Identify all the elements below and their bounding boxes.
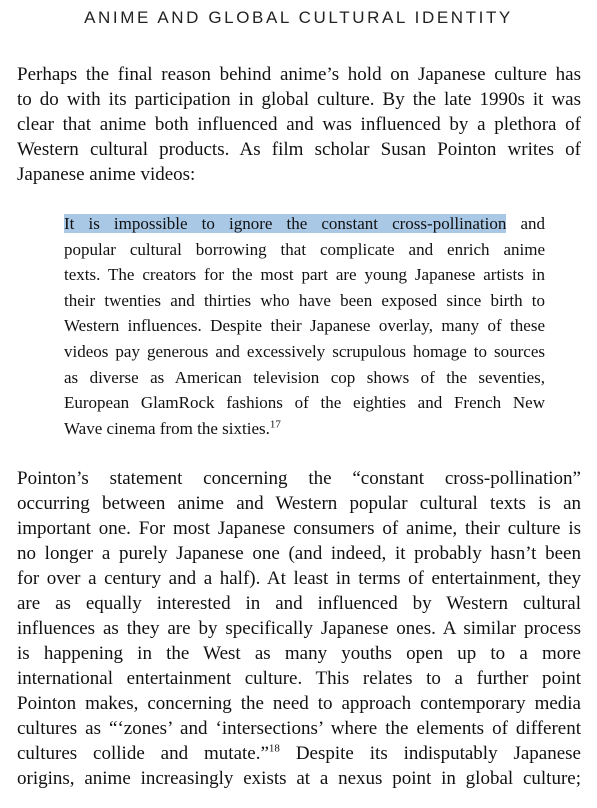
text-line: Japanese anime videos: <box>17 164 196 185</box>
text-line: is happening in the West as many youths open up to a more <box>17 643 581 664</box>
footnote-ref[interactable]: 18 <box>268 742 280 755</box>
text-line: Perhaps the final reason behind anime’s hold on Japanese culture has <box>17 64 581 85</box>
text-line: Pointon makes, concerning the need to approach contemporary media <box>17 693 581 714</box>
footnote-ref[interactable]: 17 <box>269 418 281 431</box>
quote-text: and <box>506 214 545 233</box>
text-line: Pointon’s statement concerning the “constant cross-pollination” <box>17 468 581 489</box>
text-line: international entertainment culture. This relates to a further point <box>17 668 581 689</box>
text-line: no longer a purely Japanese one (and indeed, it probably hasn’t been <box>17 543 581 564</box>
text-line: cultures as “‘zones’ and ‘intersections’ where the elements of different <box>17 718 581 739</box>
quote-line: Western influences. Despite their Japanese overlay, many of these <box>64 316 545 336</box>
text-line <box>17 741 581 766</box>
text-line: influences as they are by specifically Japanese ones. A similar process <box>17 618 581 639</box>
text-line: for over a century and a half). At least in terms of entertainment, they <box>17 568 581 589</box>
text-line: important one. For most Japanese consumers of anime, their culture is <box>17 518 581 539</box>
running-head: ANIME AND GLOBAL CULTURAL IDENTITY <box>84 8 513 27</box>
text-line: origins, anime increasingly exists at a nexus point in global culture; <box>17 768 581 789</box>
text-line: clear that anime both influenced and was influenced by a plethora of <box>17 114 581 135</box>
text-line: Western cultural products. As film scholar Susan Pointon writes of <box>17 139 581 160</box>
quote-line: popular cultural borrowing that complicate and enrich anime <box>64 239 545 259</box>
quote-line: European GlamRock fashions of the eighties and French New <box>64 393 545 413</box>
paragraph-intro <box>17 62 581 187</box>
quote-line: as diverse as American television cop shows of the seventies, <box>64 367 545 387</box>
quote-line: their twenties and thirties who have been exposed since birth to <box>64 290 545 310</box>
block-quote <box>64 211 545 441</box>
quote-line: videos pay generous and excessively scrupulous homage to sources <box>64 341 545 361</box>
text-highlight[interactable]: It is impossible to ignore the constant cross-pollination <box>64 214 507 233</box>
body-text: cultures collide and mutate.” <box>17 743 269 764</box>
quote-line <box>64 211 545 237</box>
quote-text: Wave cinema from the sixties. <box>64 418 270 438</box>
text-line: occurring between anime and Western popular cultural texts is an <box>17 493 581 514</box>
quote-line: texts. The creators for the most part are young Japanese artists in <box>64 265 545 285</box>
body-text: Despite its indisputably Japanese <box>279 743 581 764</box>
text-line: to do with its participation in global culture. By the late 1990s it was <box>17 89 581 110</box>
quote-line <box>64 416 545 442</box>
text-line: are as equally interested in and influenced by Western cultural <box>17 593 581 614</box>
paragraph-analysis <box>17 466 581 791</box>
